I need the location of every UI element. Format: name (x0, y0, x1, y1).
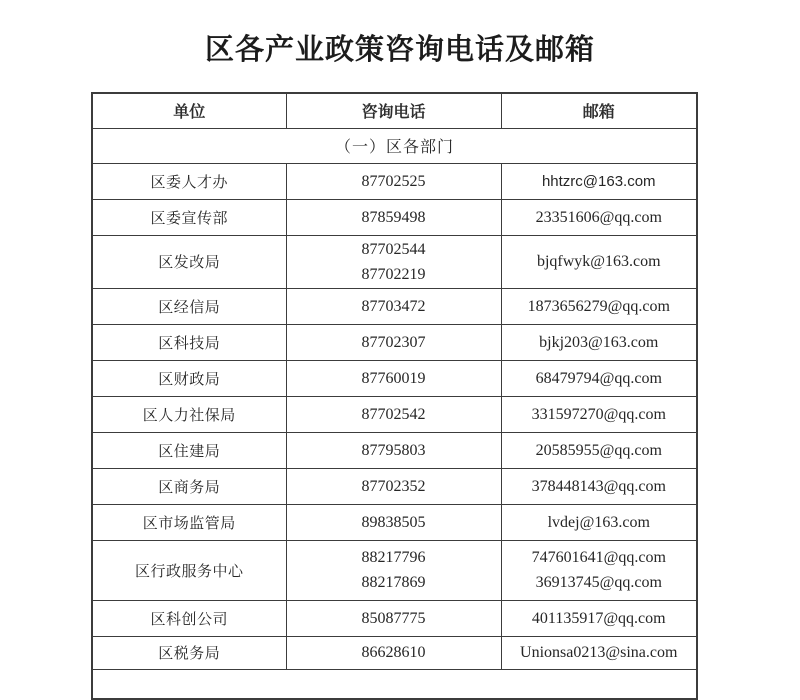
phone-line: 87702307 (361, 333, 426, 351)
table-row (92, 432, 697, 468)
phone-cell (286, 432, 501, 468)
phone-cell (286, 199, 501, 235)
email-line: bjqfwyk@163.com (536, 253, 661, 270)
section-header-row (92, 128, 697, 163)
table-body (92, 128, 697, 699)
unit-cell: 区市场监管局 (92, 504, 286, 540)
unit-cell: 区经信局 (92, 288, 286, 324)
table-row (92, 235, 697, 288)
email-line: hhtzrc@163.com (541, 172, 656, 190)
table-row (92, 600, 697, 636)
section-header-label: （一）区各部门 (92, 128, 697, 163)
unit-cell: 区科创公司 (92, 600, 286, 636)
table-header-row (92, 93, 697, 128)
column-header-phone: 咨询电话 (286, 93, 501, 128)
unit-cell: 区住建局 (92, 432, 286, 468)
email-line: lvdej@163.com (547, 513, 650, 531)
table-row (92, 288, 697, 324)
email-line: 23351606@qq.com (535, 208, 662, 226)
column-header-email: 邮箱 (501, 93, 697, 128)
partial-cell (92, 669, 697, 699)
email-cell (501, 636, 697, 669)
email-cell (501, 600, 697, 636)
phone-cell (286, 600, 501, 636)
table-row (92, 396, 697, 432)
unit-cell: 区科技局 (92, 324, 286, 360)
phone-line: 88217869 (361, 574, 426, 591)
phone-cell (286, 360, 501, 396)
phone-line: 87702525 (361, 172, 426, 190)
table-row (92, 540, 697, 600)
phone-line: 87859498 (361, 208, 426, 226)
phone-line: 87702542 (361, 405, 426, 423)
email-cell (501, 199, 697, 235)
phone-line: 85087775 (361, 609, 426, 627)
email-line: 36913745@qq.com (535, 574, 662, 591)
contacts-table (91, 92, 698, 700)
email-cell (501, 288, 697, 324)
email-cell (501, 432, 697, 468)
table-row-partial (92, 669, 697, 699)
email-line: Unionsa0213@sina.com (520, 644, 678, 661)
phone-line: 87702219 (361, 265, 426, 283)
unit-cell: 区税务局 (92, 636, 286, 669)
unit-cell: 区委宣传部 (92, 199, 286, 235)
phone-cell (286, 288, 501, 324)
unit-cell: 区行政服务中心 (92, 540, 286, 600)
table-row (92, 324, 697, 360)
email-line: 1873656279@qq.com (527, 297, 670, 315)
email-line: 331597270@qq.com (531, 405, 666, 423)
phone-cell (286, 636, 501, 669)
table-row (92, 636, 697, 669)
email-cell (501, 468, 697, 504)
phone-cell (286, 468, 501, 504)
email-cell (501, 235, 697, 288)
phone-cell (286, 396, 501, 432)
email-line: 747601641@qq.com (531, 549, 666, 566)
email-line: 68479794@qq.com (535, 369, 662, 387)
email-cell (501, 540, 697, 600)
email-line: 378448143@qq.com (531, 477, 666, 495)
email-cell (501, 504, 697, 540)
phone-cell (286, 540, 501, 600)
email-cell (501, 360, 697, 396)
table-row (92, 360, 697, 396)
page-title: 区各产业政策咨询电话及邮箱 (204, 34, 595, 66)
table-row (92, 199, 697, 235)
phone-line: 87702544 (361, 240, 426, 258)
phone-line: 89838505 (361, 513, 426, 531)
phone-cell (286, 235, 501, 288)
phone-cell (286, 163, 501, 199)
phone-line: 86628610 (361, 644, 426, 661)
unit-cell: 区财政局 (92, 360, 286, 396)
email-cell (501, 324, 697, 360)
column-header-unit: 单位 (92, 93, 286, 128)
phone-line: 87795803 (361, 441, 426, 459)
email-cell (501, 396, 697, 432)
phone-line: 88217796 (361, 549, 426, 566)
email-line: 20585955@qq.com (535, 441, 662, 459)
email-cell (501, 163, 697, 199)
unit-cell: 区委人才办 (92, 163, 286, 199)
table-row (92, 468, 697, 504)
phone-cell (286, 324, 501, 360)
unit-cell: 区商务局 (92, 468, 286, 504)
email-line: bjkj203@163.com (539, 333, 659, 351)
table-row (92, 163, 697, 199)
phone-line: 87702352 (361, 477, 426, 495)
unit-cell: 区人力社保局 (92, 396, 286, 432)
email-line: 401135917@qq.com (531, 609, 666, 627)
phone-line: 87760019 (361, 369, 426, 387)
table-row (92, 504, 697, 540)
phone-cell (286, 504, 501, 540)
phone-line: 87703472 (361, 297, 426, 315)
unit-cell: 区发改局 (92, 235, 286, 288)
